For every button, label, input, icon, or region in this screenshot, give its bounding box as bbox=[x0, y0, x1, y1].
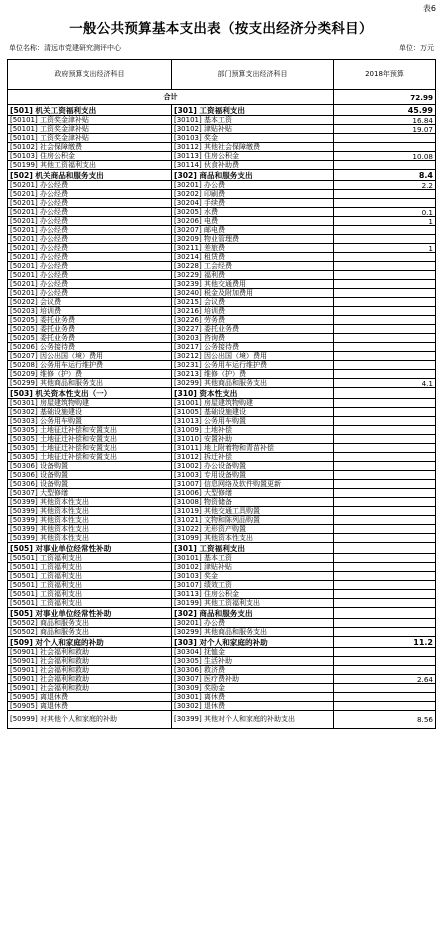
cell-dept-subject: [30305] 生活补助 bbox=[172, 657, 334, 666]
cell-budget-value bbox=[334, 693, 436, 702]
table-row bbox=[8, 444, 436, 453]
cell-gov-subject: [50501] 工资福利支出 bbox=[8, 581, 172, 590]
cell-gov-subject: [50901] 社会福利和救助 bbox=[8, 666, 172, 675]
cell-budget-value bbox=[334, 507, 436, 516]
table-row bbox=[8, 489, 436, 498]
table-row bbox=[8, 181, 436, 190]
header-dept-subject: 部门预算支出经济科目 bbox=[172, 60, 334, 90]
cell-dept-subject: [31006] 大型修缮 bbox=[172, 489, 334, 498]
cell-dept-subject: [30206] 电费 bbox=[172, 217, 334, 226]
unit-name-label: 单位名称：清远市党建研究测评中心 bbox=[9, 44, 121, 52]
cell-gov-subject: [50207] 因公出国（境）费用 bbox=[8, 352, 172, 361]
table-row bbox=[8, 253, 436, 262]
cell-budget-value bbox=[334, 352, 436, 361]
table-row bbox=[8, 426, 436, 435]
cell-dept-subject: [30302] 退休费 bbox=[172, 702, 334, 711]
cell-gov-subject: [505] 对事业单位经常性补助 bbox=[8, 543, 172, 554]
table-row bbox=[8, 702, 436, 711]
cell-budget-value bbox=[334, 648, 436, 657]
cell-dept-subject: [30301] 离休费 bbox=[172, 693, 334, 702]
table-row bbox=[8, 334, 436, 343]
cell-gov-subject: [50306] 设备购置 bbox=[8, 471, 172, 480]
table-row bbox=[8, 666, 436, 675]
cell-gov-subject: [50501] 工资福利支出 bbox=[8, 590, 172, 599]
cell-budget-value: 8.56 bbox=[334, 711, 436, 729]
cell-dept-subject: [301] 工资福利支出 bbox=[172, 105, 334, 116]
cell-budget-value bbox=[334, 417, 436, 426]
table-row bbox=[8, 408, 436, 417]
cell-gov-subject: [50306] 设备购置 bbox=[8, 480, 172, 489]
cell-dept-subject: [30216] 培训费 bbox=[172, 307, 334, 316]
cell-dept-subject: [303] 对个人和家庭的补助 bbox=[172, 637, 334, 648]
cell-budget-value: 1 bbox=[334, 217, 436, 226]
table-row bbox=[8, 498, 436, 507]
page-title: 一般公共预算基本支出表（按支出经济分类科目） bbox=[69, 21, 373, 37]
header-budget-2018: 2018年预算 bbox=[334, 60, 436, 90]
table-row bbox=[8, 507, 436, 516]
cell-gov-subject: [50502] 商品和服务支出 bbox=[8, 628, 172, 637]
table-row bbox=[8, 116, 436, 125]
table-row bbox=[8, 161, 436, 170]
total-value: 72.99 bbox=[334, 90, 436, 105]
cell-dept-subject: [30205] 水费 bbox=[172, 208, 334, 217]
cell-budget-value: 2.2 bbox=[334, 181, 436, 190]
cell-gov-subject: [50901] 社会福利和救助 bbox=[8, 657, 172, 666]
cell-budget-value bbox=[334, 572, 436, 581]
cell-gov-subject: [50201] 办公经费 bbox=[8, 244, 172, 253]
cell-dept-subject: [30229] 福利费 bbox=[172, 271, 334, 280]
cell-dept-subject: [30239] 其他交通费用 bbox=[172, 280, 334, 289]
table-row bbox=[8, 217, 436, 226]
cell-dept-subject: [31003] 专用设备购置 bbox=[172, 471, 334, 480]
table-row bbox=[8, 226, 436, 235]
cell-gov-subject: [50103] 住房公积金 bbox=[8, 152, 172, 161]
cell-budget-value bbox=[334, 161, 436, 170]
cell-budget-value bbox=[334, 388, 436, 399]
cell-gov-subject: [50201] 办公经费 bbox=[8, 226, 172, 235]
cell-dept-subject: [30214] 租赁费 bbox=[172, 253, 334, 262]
cell-gov-subject: [50202] 会议费 bbox=[8, 298, 172, 307]
cell-budget-value: 4.1 bbox=[334, 379, 436, 388]
cell-budget-value bbox=[334, 657, 436, 666]
cell-dept-subject: [31011] 地上附着物和青苗补偿 bbox=[172, 444, 334, 453]
cell-budget-value bbox=[334, 280, 436, 289]
cell-budget-value bbox=[334, 235, 436, 244]
cell-gov-subject: [50199] 其他工资福利支出 bbox=[8, 161, 172, 170]
cell-gov-subject: [50399] 其他资本性支出 bbox=[8, 525, 172, 534]
cell-dept-subject: [30299] 其他商品和服务支出 bbox=[172, 628, 334, 637]
table-row bbox=[8, 399, 436, 408]
cell-dept-subject: [30304] 抚恤金 bbox=[172, 648, 334, 657]
cell-budget-value bbox=[334, 370, 436, 379]
cell-gov-subject: [50201] 办公经费 bbox=[8, 190, 172, 199]
cell-gov-subject: [50299] 其他商品和服务支出 bbox=[8, 379, 172, 388]
cell-budget-value: 45.99 bbox=[334, 105, 436, 116]
cell-dept-subject: [30240] 税金及附加费用 bbox=[172, 289, 334, 298]
table-row bbox=[8, 637, 436, 648]
cell-dept-subject: [30227] 委托业务费 bbox=[172, 325, 334, 334]
cell-budget-value bbox=[334, 498, 436, 507]
cell-budget-value bbox=[334, 408, 436, 417]
cell-gov-subject: [50399] 其他资本性支出 bbox=[8, 516, 172, 525]
table-row bbox=[8, 388, 436, 399]
cell-budget-value bbox=[334, 471, 436, 480]
cell-gov-subject: [50201] 办公经费 bbox=[8, 253, 172, 262]
cell-gov-subject: [50305] 土地征迁补偿和安置支出 bbox=[8, 435, 172, 444]
table-row bbox=[8, 235, 436, 244]
cell-dept-subject: [30228] 工会经费 bbox=[172, 262, 334, 271]
cell-dept-subject: [30215] 会议费 bbox=[172, 298, 334, 307]
cell-budget-value bbox=[334, 435, 436, 444]
table-row bbox=[8, 325, 436, 334]
cell-dept-subject: [302] 商品和服务支出 bbox=[172, 170, 334, 181]
cell-budget-value bbox=[334, 534, 436, 543]
cell-dept-subject: [30212] 因公出国（境）费用 bbox=[172, 352, 334, 361]
cell-dept-subject: [30309] 奖励金 bbox=[172, 684, 334, 693]
cell-budget-value bbox=[334, 543, 436, 554]
table-row bbox=[8, 628, 436, 637]
table-row bbox=[8, 554, 436, 563]
cell-gov-subject: [50101] 工资奖金津补贴 bbox=[8, 116, 172, 125]
cell-gov-subject: [50201] 办公经费 bbox=[8, 262, 172, 271]
cell-gov-subject: [50901] 社会福利和救助 bbox=[8, 675, 172, 684]
cell-budget-value bbox=[334, 590, 436, 599]
cell-dept-subject: [30103] 奖金 bbox=[172, 134, 334, 143]
cell-budget-value bbox=[334, 298, 436, 307]
cell-budget-value bbox=[334, 462, 436, 471]
meta-line bbox=[9, 43, 434, 53]
table-row bbox=[8, 684, 436, 693]
cell-gov-subject: [50501] 工资福利支出 bbox=[8, 599, 172, 608]
cell-dept-subject: [31019] 其他交通工具购置 bbox=[172, 507, 334, 516]
cell-dept-subject: [30201] 办公费 bbox=[172, 619, 334, 628]
total-row bbox=[8, 90, 436, 105]
table-row bbox=[8, 619, 436, 628]
cell-budget-value bbox=[334, 702, 436, 711]
table-row bbox=[8, 599, 436, 608]
table-row bbox=[8, 572, 436, 581]
cell-dept-subject: [30203] 咨询费 bbox=[172, 334, 334, 343]
cell-gov-subject: [50208] 公务用车运行维护费 bbox=[8, 361, 172, 370]
cell-gov-subject: [503] 机关资本性支出（一） bbox=[8, 388, 172, 399]
cell-budget-value: 2.64 bbox=[334, 675, 436, 684]
cell-dept-subject: [30113] 住房公积金 bbox=[172, 152, 334, 161]
cell-budget-value bbox=[334, 289, 436, 298]
cell-dept-subject: [31005] 基础设施建设 bbox=[172, 408, 334, 417]
table-row bbox=[8, 675, 436, 684]
budget-table bbox=[7, 59, 436, 729]
cell-budget-value bbox=[334, 253, 436, 262]
cell-budget-value bbox=[334, 684, 436, 693]
table-row bbox=[8, 711, 436, 729]
cell-dept-subject: [30226] 劳务费 bbox=[172, 316, 334, 325]
table-row bbox=[8, 170, 436, 181]
table-row bbox=[8, 152, 436, 161]
cell-dept-subject: [30101] 基本工资 bbox=[172, 116, 334, 125]
cell-dept-subject: [31013] 公务用车购置 bbox=[172, 417, 334, 426]
cell-gov-subject: [50201] 办公经费 bbox=[8, 271, 172, 280]
cell-budget-value bbox=[334, 554, 436, 563]
cell-dept-subject: [31008] 物资储备 bbox=[172, 498, 334, 507]
table-row bbox=[8, 105, 436, 116]
cell-budget-value bbox=[334, 143, 436, 152]
cell-budget-value bbox=[334, 666, 436, 675]
cell-budget-value bbox=[334, 516, 436, 525]
cell-dept-subject: [30217] 公务接待费 bbox=[172, 343, 334, 352]
cell-gov-subject: [50305] 土地征迁补偿和安置支出 bbox=[8, 444, 172, 453]
cell-budget-value bbox=[334, 307, 436, 316]
cell-dept-subject: [30199] 其他工资福利支出 bbox=[172, 599, 334, 608]
cell-gov-subject: [50501] 工资福利支出 bbox=[8, 572, 172, 581]
cell-gov-subject: [50501] 工资福利支出 bbox=[8, 554, 172, 563]
table-row bbox=[8, 516, 436, 525]
table-row bbox=[8, 534, 436, 543]
cell-gov-subject: [50201] 办公经费 bbox=[8, 280, 172, 289]
table-row bbox=[8, 262, 436, 271]
cell-budget-value bbox=[334, 453, 436, 462]
table-row bbox=[8, 590, 436, 599]
table-row bbox=[8, 608, 436, 619]
cell-gov-subject: [50209] 维修（护）费 bbox=[8, 370, 172, 379]
cell-gov-subject: [50201] 办公经费 bbox=[8, 181, 172, 190]
cell-dept-subject: [31010] 安置补助 bbox=[172, 435, 334, 444]
cell-budget-value bbox=[334, 563, 436, 572]
cell-gov-subject: [50901] 社会福利和救助 bbox=[8, 648, 172, 657]
cell-budget-value bbox=[334, 581, 436, 590]
table-row bbox=[8, 370, 436, 379]
cell-dept-subject: [30113] 住房公积金 bbox=[172, 590, 334, 599]
table-row bbox=[8, 361, 436, 370]
cell-dept-subject: [30202] 印刷费 bbox=[172, 190, 334, 199]
cell-gov-subject: [50305] 土地征迁补偿和安置支出 bbox=[8, 453, 172, 462]
table-row bbox=[8, 563, 436, 572]
cell-budget-value bbox=[334, 316, 436, 325]
table-row bbox=[8, 543, 436, 554]
cell-budget-value bbox=[334, 190, 436, 199]
table-row bbox=[8, 208, 436, 217]
table-row bbox=[8, 648, 436, 657]
cell-budget-value: 16.84 bbox=[334, 116, 436, 125]
table-row bbox=[8, 525, 436, 534]
cell-dept-subject: [30204] 手续费 bbox=[172, 199, 334, 208]
table-row bbox=[8, 280, 436, 289]
cell-dept-subject: [30107] 绩效工资 bbox=[172, 581, 334, 590]
table-row bbox=[8, 244, 436, 253]
cell-dept-subject: [30207] 邮电费 bbox=[172, 226, 334, 235]
cell-budget-value bbox=[334, 480, 436, 489]
table-row bbox=[8, 143, 436, 152]
cell-gov-subject: [50201] 办公经费 bbox=[8, 235, 172, 244]
cell-gov-subject: [501] 机关工资福利支出 bbox=[8, 105, 172, 116]
cell-dept-subject: [302] 商品和服务支出 bbox=[172, 608, 334, 619]
cell-gov-subject: [50399] 其他资本性支出 bbox=[8, 498, 172, 507]
cell-dept-subject: [30112] 其他社会保障缴费 bbox=[172, 143, 334, 152]
cell-dept-subject: [30211] 差旅费 bbox=[172, 244, 334, 253]
cell-gov-subject: [50201] 办公经费 bbox=[8, 217, 172, 226]
table-row bbox=[8, 316, 436, 325]
cell-gov-subject: [50399] 其他资本性支出 bbox=[8, 534, 172, 543]
cell-gov-subject: [50201] 办公经费 bbox=[8, 199, 172, 208]
cell-dept-subject: [30102] 津贴补贴 bbox=[172, 125, 334, 134]
cell-dept-subject: [30306] 救济费 bbox=[172, 666, 334, 675]
cell-gov-subject: [50306] 设备购置 bbox=[8, 462, 172, 471]
cell-dept-subject: [30209] 物业管理费 bbox=[172, 235, 334, 244]
cell-gov-subject: [50102] 社会保障缴费 bbox=[8, 143, 172, 152]
cell-dept-subject: [30231] 公务用车运行维护费 bbox=[172, 361, 334, 370]
cell-gov-subject: [50905] 离退休费 bbox=[8, 693, 172, 702]
cell-dept-subject: [31022] 无形资产购置 bbox=[172, 525, 334, 534]
cell-dept-subject: [30399] 其他对个人和家庭的补助支出 bbox=[172, 711, 334, 729]
table-row bbox=[8, 471, 436, 480]
cell-dept-subject: [30307] 医疗费补助 bbox=[172, 675, 334, 684]
table-row bbox=[8, 289, 436, 298]
cell-gov-subject: [50203] 培训费 bbox=[8, 307, 172, 316]
cell-gov-subject: [50101] 工资奖金津补贴 bbox=[8, 125, 172, 134]
table-row bbox=[8, 352, 436, 361]
table-row bbox=[8, 462, 436, 471]
cell-budget-value bbox=[334, 199, 436, 208]
table-row bbox=[8, 343, 436, 352]
cell-gov-subject: [50101] 工资奖金津补贴 bbox=[8, 134, 172, 143]
cell-gov-subject: [50205] 委托业务费 bbox=[8, 334, 172, 343]
table-row bbox=[8, 190, 436, 199]
sheet-number: 表6 bbox=[422, 4, 436, 13]
table-row bbox=[8, 480, 436, 489]
cell-dept-subject: [30114] 伙食补助费 bbox=[172, 161, 334, 170]
cell-gov-subject: [50301] 房屋建筑物购建 bbox=[8, 399, 172, 408]
cell-gov-subject: [50905] 离退休费 bbox=[8, 702, 172, 711]
cell-gov-subject: [50501] 工资福利支出 bbox=[8, 563, 172, 572]
table-row bbox=[8, 581, 436, 590]
cell-budget-value: 10.08 bbox=[334, 152, 436, 161]
cell-gov-subject: [50201] 办公经费 bbox=[8, 208, 172, 217]
cell-gov-subject: [50399] 其他资本性支出 bbox=[8, 507, 172, 516]
table-row bbox=[8, 307, 436, 316]
cell-gov-subject: [50206] 公务接待费 bbox=[8, 343, 172, 352]
header-gov-subject: 政府预算支出经济科目 bbox=[8, 60, 172, 90]
cell-dept-subject: [31012] 拆迁补偿 bbox=[172, 453, 334, 462]
cell-dept-subject: [31009] 土地补偿 bbox=[172, 426, 334, 435]
cell-budget-value: 19.07 bbox=[334, 125, 436, 134]
table-row bbox=[8, 298, 436, 307]
cell-dept-subject: [30102] 津贴补贴 bbox=[172, 563, 334, 572]
table-row bbox=[8, 435, 436, 444]
cell-budget-value bbox=[334, 489, 436, 498]
cell-budget-value bbox=[334, 325, 436, 334]
table-row bbox=[8, 657, 436, 666]
cell-budget-value bbox=[334, 334, 436, 343]
cell-dept-subject: [30299] 其他商品和服务支出 bbox=[172, 379, 334, 388]
cell-gov-subject: [509] 对个人和家庭的补助 bbox=[8, 637, 172, 648]
cell-gov-subject: [505] 对事业单位经常性补助 bbox=[8, 608, 172, 619]
table-row bbox=[8, 693, 436, 702]
cell-dept-subject: [30103] 奖金 bbox=[172, 572, 334, 581]
cell-gov-subject: [50303] 公务用车购置 bbox=[8, 417, 172, 426]
cell-budget-value bbox=[334, 399, 436, 408]
cell-dept-subject: [31001] 房屋建筑物购建 bbox=[172, 399, 334, 408]
cell-budget-value: 8.4 bbox=[334, 170, 436, 181]
cell-budget-value bbox=[334, 226, 436, 235]
header-row bbox=[8, 60, 436, 90]
table-row bbox=[8, 199, 436, 208]
cell-gov-subject: [50305] 土地征迁补偿和安置支出 bbox=[8, 426, 172, 435]
table-row bbox=[8, 379, 436, 388]
cell-dept-subject: [30101] 基本工资 bbox=[172, 554, 334, 563]
cell-gov-subject: [50901] 社会福利和救助 bbox=[8, 684, 172, 693]
cell-budget-value bbox=[334, 444, 436, 453]
cell-dept-subject: [31099] 其他资本性支出 bbox=[172, 534, 334, 543]
cell-gov-subject: [50205] 委托业务费 bbox=[8, 316, 172, 325]
cell-budget-value: 0.1 bbox=[334, 208, 436, 217]
cell-budget-value bbox=[334, 271, 436, 280]
table-row bbox=[8, 134, 436, 143]
cell-budget-value bbox=[334, 426, 436, 435]
cell-budget-value bbox=[334, 525, 436, 534]
cell-gov-subject: [50502] 商品和服务支出 bbox=[8, 619, 172, 628]
cell-dept-subject: [310] 资本性支出 bbox=[172, 388, 334, 399]
cell-dept-subject: [30201] 办公费 bbox=[172, 181, 334, 190]
table-row bbox=[8, 453, 436, 462]
table-row bbox=[8, 125, 436, 134]
currency-unit: 单位：万元 bbox=[399, 44, 434, 52]
cell-gov-subject: [50307] 大型修缮 bbox=[8, 489, 172, 498]
cell-gov-subject: [50302] 基础设施建设 bbox=[8, 408, 172, 417]
table-row bbox=[8, 417, 436, 426]
cell-budget-value: 11.2 bbox=[334, 637, 436, 648]
cell-budget-value bbox=[334, 361, 436, 370]
cell-gov-subject: [502] 机关商品和服务支出 bbox=[8, 170, 172, 181]
cell-budget-value bbox=[334, 619, 436, 628]
cell-dept-subject: [30213] 维修（护）费 bbox=[172, 370, 334, 379]
cell-budget-value bbox=[334, 262, 436, 271]
cell-dept-subject: [31007] 信息网络及软件购置更新 bbox=[172, 480, 334, 489]
cell-dept-subject: [31002] 办公设备购置 bbox=[172, 462, 334, 471]
cell-dept-subject: [31021] 文物和陈列品购置 bbox=[172, 516, 334, 525]
cell-gov-subject: [50201] 办公经费 bbox=[8, 289, 172, 298]
cell-budget-value bbox=[334, 343, 436, 352]
cell-budget-value bbox=[334, 608, 436, 619]
cell-budget-value: 1 bbox=[334, 244, 436, 253]
cell-budget-value bbox=[334, 628, 436, 637]
cell-dept-subject: [301] 工资福利支出 bbox=[172, 543, 334, 554]
total-label: 合计 bbox=[8, 90, 334, 105]
cell-gov-subject: [50205] 委托业务费 bbox=[8, 325, 172, 334]
table-row bbox=[8, 271, 436, 280]
cell-budget-value bbox=[334, 134, 436, 143]
cell-budget-value bbox=[334, 599, 436, 608]
cell-gov-subject: [50999] 对其他个人和家庭的补助 bbox=[8, 711, 172, 729]
